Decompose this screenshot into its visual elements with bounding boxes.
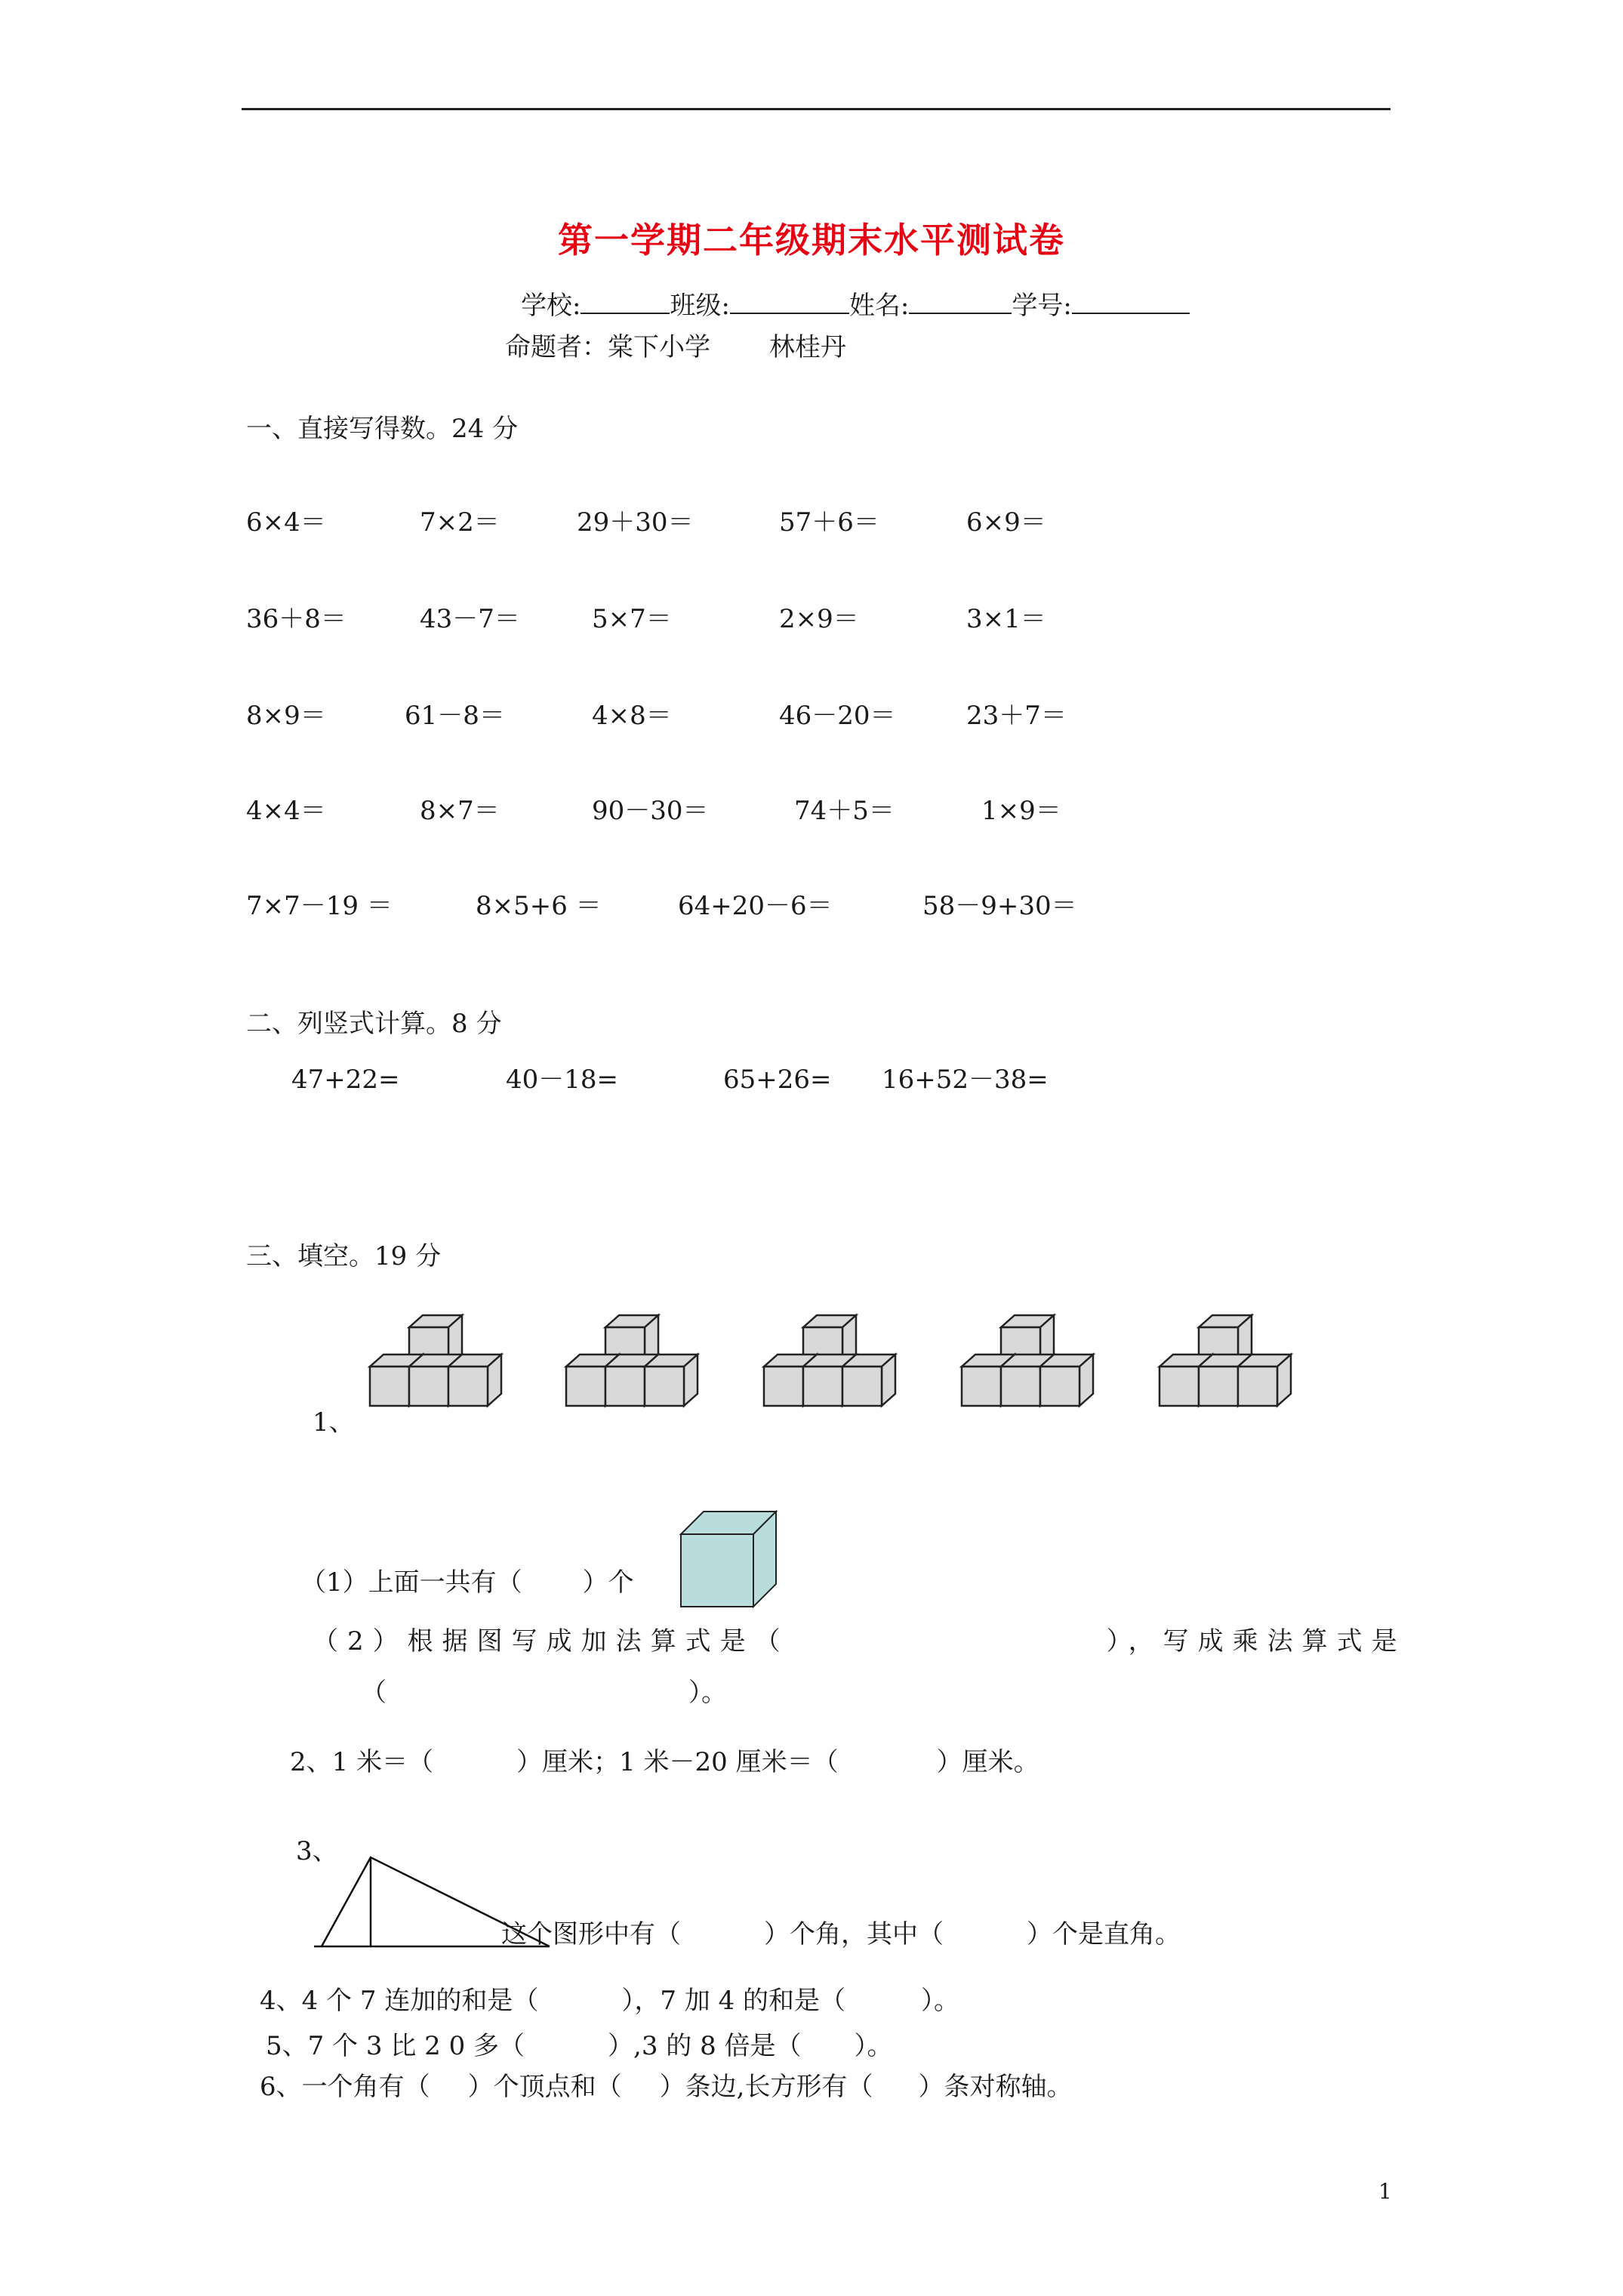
q6-d: ）条对称轴。 — [918, 2072, 1073, 2102]
id-label: 学号: — [1012, 291, 1072, 321]
q3-c: ）个是直角。 — [1027, 1919, 1181, 1949]
q3-label: 3、 — [296, 1836, 338, 1866]
q6-b: ）个顶点和（ — [467, 2072, 622, 2102]
arith-problem: 58－9+30＝ — [922, 891, 1077, 921]
arith-problem: 7×2＝ — [420, 507, 500, 538]
s2-item: 65+26= — [723, 1065, 832, 1095]
q2-c: ）厘米。 — [936, 1747, 1039, 1777]
arith-problem: 6×4＝ — [246, 507, 326, 538]
arith-problem: 5×7＝ — [592, 604, 672, 634]
q1-2-line2-left: （ — [361, 1678, 387, 1708]
arith-problem: 90－30＝ — [592, 796, 709, 826]
author-name: 林桂丹 — [769, 332, 846, 362]
q1-2-left: （2）根据图写成加法算式是（ — [313, 1626, 790, 1657]
q4-a: 4、4 个 7 连加的和是（ — [260, 1986, 539, 2016]
school-label: 学校: — [521, 291, 581, 321]
arith-problem: 57＋6＝ — [779, 507, 879, 538]
arith-problem: 8×7＝ — [420, 796, 500, 826]
q2-a: 2、1 米＝（ — [290, 1747, 434, 1777]
q6 — [260, 2072, 1072, 2102]
arith-problem: 2×9＝ — [779, 604, 859, 634]
arith-problem: 4×8＝ — [592, 701, 672, 731]
arith-problem: 29＋30＝ — [577, 507, 694, 538]
s2-item: 16+52－38= — [882, 1065, 1049, 1095]
q1-label: 1、 — [313, 1407, 355, 1438]
arith-problem: 4×4＝ — [246, 796, 326, 826]
q5-a: 5、7 个 3 比 2 0 多（ — [266, 2031, 525, 2061]
q1-2-mid: ），写成乘法算式是 — [1106, 1626, 1406, 1657]
arith-problem: 61－8＝ — [405, 701, 505, 731]
arith-problem: 3×1＝ — [966, 604, 1046, 634]
arith-problem: 43－7＝ — [420, 604, 520, 634]
q3-a: 这个图形中有（ — [501, 1919, 681, 1949]
section2-heading: 二、列竖式计算。8 分 — [246, 1009, 502, 1039]
arith-problem: 64+20－6＝ — [678, 891, 833, 921]
q4-b: ），7 加 4 的和是（ — [621, 1986, 846, 2016]
q1-1-right: ）个 — [582, 1567, 634, 1598]
q6-c: ）条边,长方形有（ — [659, 2072, 873, 2102]
q5 — [266, 2031, 893, 2061]
arith-problem: 23＋7＝ — [966, 701, 1067, 731]
class-label: 班级: — [670, 291, 730, 321]
page-number: 1 — [1378, 2179, 1392, 2204]
arith-problem: 36＋8＝ — [246, 604, 346, 634]
q4 — [260, 1986, 959, 2016]
arith-problem: 1×9＝ — [981, 796, 1061, 826]
q6-a: 6、一个角有（ — [260, 2072, 430, 2102]
section3-heading: 三、填空。19 分 — [246, 1241, 442, 1271]
arith-problem: 74＋5＝ — [794, 796, 895, 826]
s2-item: 40－18= — [506, 1065, 619, 1095]
author-label: 命题者：棠下小学 — [505, 332, 710, 362]
q1-1-left: （1）上面一共有（ — [300, 1567, 522, 1598]
q1-2-line2-right: ）。 — [688, 1678, 727, 1708]
section1-heading: 一、直接写得数。24 分 — [246, 414, 519, 444]
arith-problem: 7×7－19 ＝ — [246, 891, 393, 921]
arith-problem: 6×9＝ — [966, 507, 1046, 538]
page-title: 第一学期二年级期末水平测试卷 — [558, 220, 1065, 260]
q2-b: ）厘米；1 米－20 厘米＝（ — [516, 1747, 839, 1777]
arith-problem: 8×5+6 ＝ — [476, 891, 602, 921]
s2-item: 47+22= — [291, 1065, 400, 1095]
arith-problem: 46－20＝ — [779, 701, 896, 731]
q4-c: ）。 — [921, 1986, 960, 2016]
q5-c: ）。 — [854, 2031, 893, 2061]
arith-problem: 8×9＝ — [246, 701, 326, 731]
q5-b: ）,3 的 8 倍是（ — [608, 2031, 802, 2061]
q3-b: ）个角，其中（ — [764, 1919, 944, 1949]
name-label: 姓名: — [848, 291, 910, 321]
